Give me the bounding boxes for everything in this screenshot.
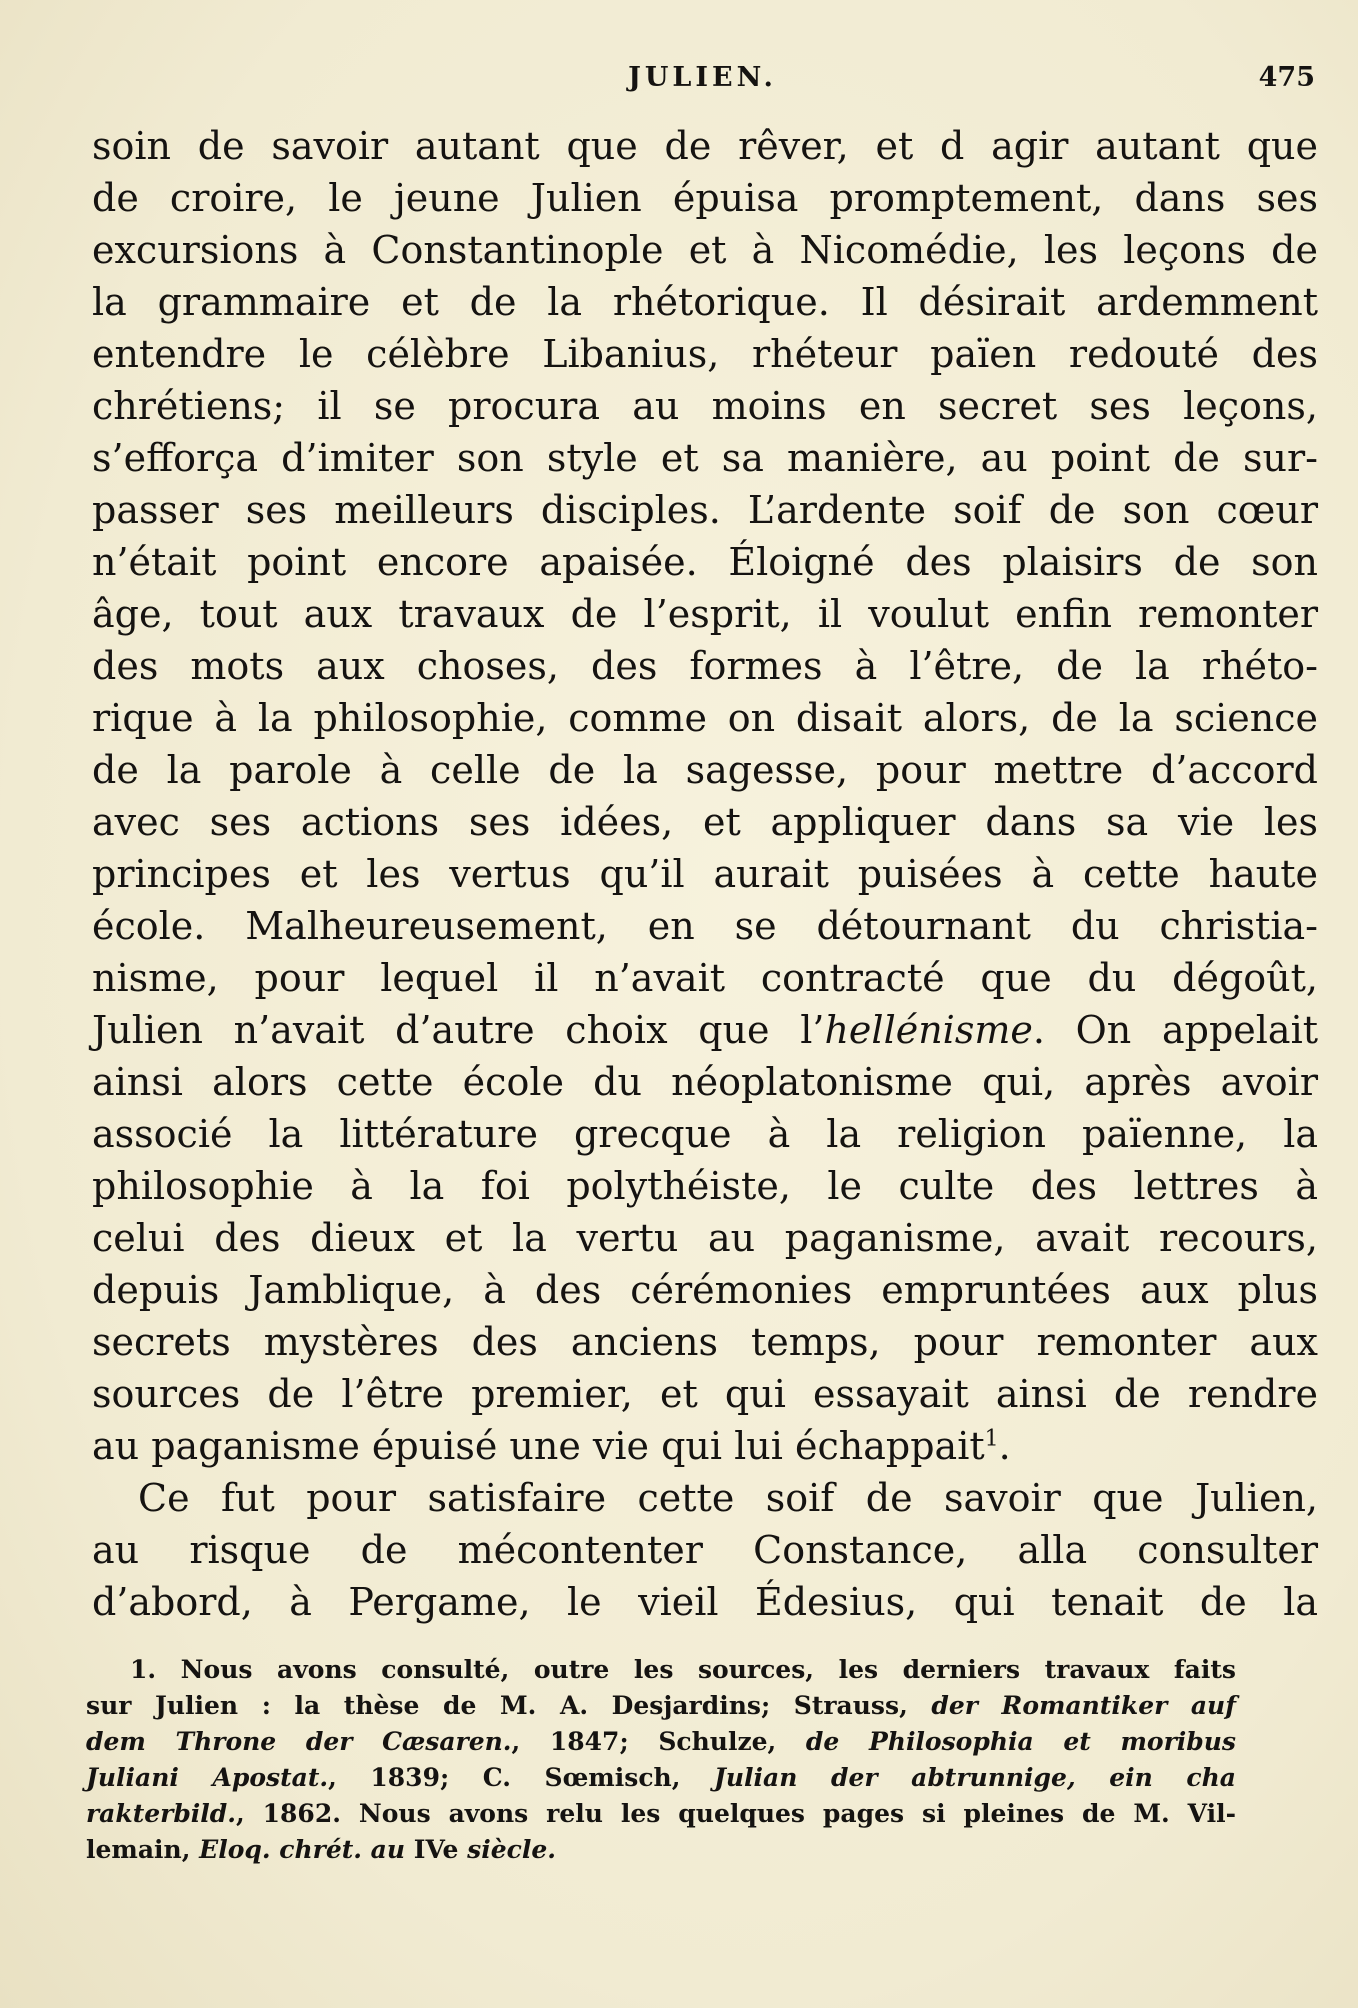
book-title: der Romantiker auf (931, 1691, 1236, 1720)
book-title: de Philosophia et moribus (805, 1727, 1237, 1756)
text-line: principes et les vertus qu’il aurait puisées à cette haute (92, 852, 1318, 896)
footnote-line (86, 1760, 1236, 1796)
text-line: associé la littérature grecque à la religion païenne, la (92, 1112, 1318, 1156)
text-line: nisme, pour lequel il n’avait contracté que du dégoût, (92, 956, 1318, 1000)
book-title: Julian der abtrunnige, ein cha (714, 1763, 1237, 1792)
text-line: philosophie à la foi polythéiste, le culte des lettres à (92, 1164, 1318, 1208)
footnote (86, 1652, 1236, 1868)
book-title: rakterbild. (86, 1799, 236, 1828)
text-line: celui des dieux et la vertu au paganisme, avait recours, (92, 1216, 1318, 1260)
text-line: ainsi alors cette école du néoplatonisme qui, après avoir (92, 1060, 1318, 1104)
text-line: la grammaire et de la rhétorique. Il désirait ardemment (92, 280, 1318, 324)
text-run: sur Julien : la thèse de M. A. Desjardins; Strauss, (86, 1691, 932, 1720)
footnote-reference[interactable]: 1 (984, 1426, 999, 1452)
text-line: des mots aux choses, des formes à l’être, de la rhéto- (92, 644, 1318, 688)
text-line-with-italic (92, 1004, 1318, 1056)
text-line: entendre le célèbre Libanius, rhéteur païen redouté des (92, 332, 1318, 376)
text-line: sources de l’être premier, et qui essayait ainsi de rendre (92, 1372, 1318, 1416)
running-title: JULIEN. (628, 62, 777, 93)
paragraph-end-line (92, 1420, 1318, 1472)
book-title: siècle. (458, 1835, 556, 1864)
footnote-line (86, 1832, 1236, 1868)
book-title: Eloq. chrét. au (199, 1835, 414, 1864)
text-run: , 1862. Nous avons relu les quelques pages si pleines de M. Vil- (235, 1799, 1236, 1828)
text-run: lemain, (86, 1835, 200, 1864)
text-line: âge, tout aux travaux de l’esprit, il voulut enfin remonter (92, 592, 1318, 636)
text-line: d’abord, à Pergame, le vieil Édesius, qui tenait de la (92, 1580, 1318, 1624)
text-line: au risque de mécontenter Constance, alla consulter (92, 1528, 1318, 1572)
text-line: soin de savoir autant que de rêver, et d agir autant que (92, 124, 1318, 168)
text-line: n’était point encore apaisée. Éloigné des plaisirs de son (92, 540, 1318, 584)
footnote-line (86, 1796, 1236, 1832)
book-title: dem Throne der Cæsaren. (86, 1727, 512, 1756)
century-numeral: IVe (413, 1835, 459, 1864)
text-line: excursions à Constantinople et à Nicomédie, les leçons de (92, 228, 1318, 272)
text-line: de la parole à celle de la sagesse, pour mettre d’accord (92, 748, 1318, 792)
text-run: . On appelait (1032, 1008, 1318, 1052)
text-line: s’efforça d’imiter son style et sa manière, au point de sur- (92, 436, 1318, 480)
page-number: 475 (1258, 62, 1315, 93)
footnote-line (86, 1688, 1236, 1724)
text-line: école. Malheureusement, en se détournant du christia- (92, 904, 1318, 948)
running-head (90, 62, 1315, 102)
book-title: Juliani Apostat. (86, 1763, 329, 1792)
text-line: avec ses actions ses idées, et appliquer dans sa vie les (92, 800, 1318, 844)
text-line: rique à la philosophie, comme on disait alors, de la science (92, 696, 1318, 740)
text-line: de croire, le jeune Julien épuisa promptement, dans ses (92, 176, 1318, 220)
text-run: . (998, 1424, 1011, 1468)
text-line: Ce fut pour satisfaire cette soif de savoir que Julien, (138, 1476, 1318, 1520)
text-run: Julien n’avait d’autre choix que l’ (92, 1008, 825, 1052)
body-text (92, 120, 1318, 1628)
footnote-line: 1. Nous avons consulté, outre les sources, les derniers travaux faits (130, 1655, 1236, 1684)
footnote-line (86, 1724, 1236, 1760)
text-run: , 1839; C. Sœmisch, (328, 1763, 715, 1792)
text-line: chrétiens; il se procura au moins en secret ses leçons, (92, 384, 1318, 428)
text-line: depuis Jamblique, à des cérémonies empruntées aux plus (92, 1268, 1318, 1312)
text-line: secrets mystères des anciens temps, pour remonter aux (92, 1320, 1318, 1364)
text-line: passer ses meilleurs disciples. L’ardente soif de son cœur (92, 488, 1318, 532)
text-run: , 1847; Schulze, (511, 1727, 806, 1756)
text-run: au paganisme épuisé une vie qui lui échappait (92, 1424, 985, 1468)
italic-term: hellénisme (824, 1008, 1033, 1052)
